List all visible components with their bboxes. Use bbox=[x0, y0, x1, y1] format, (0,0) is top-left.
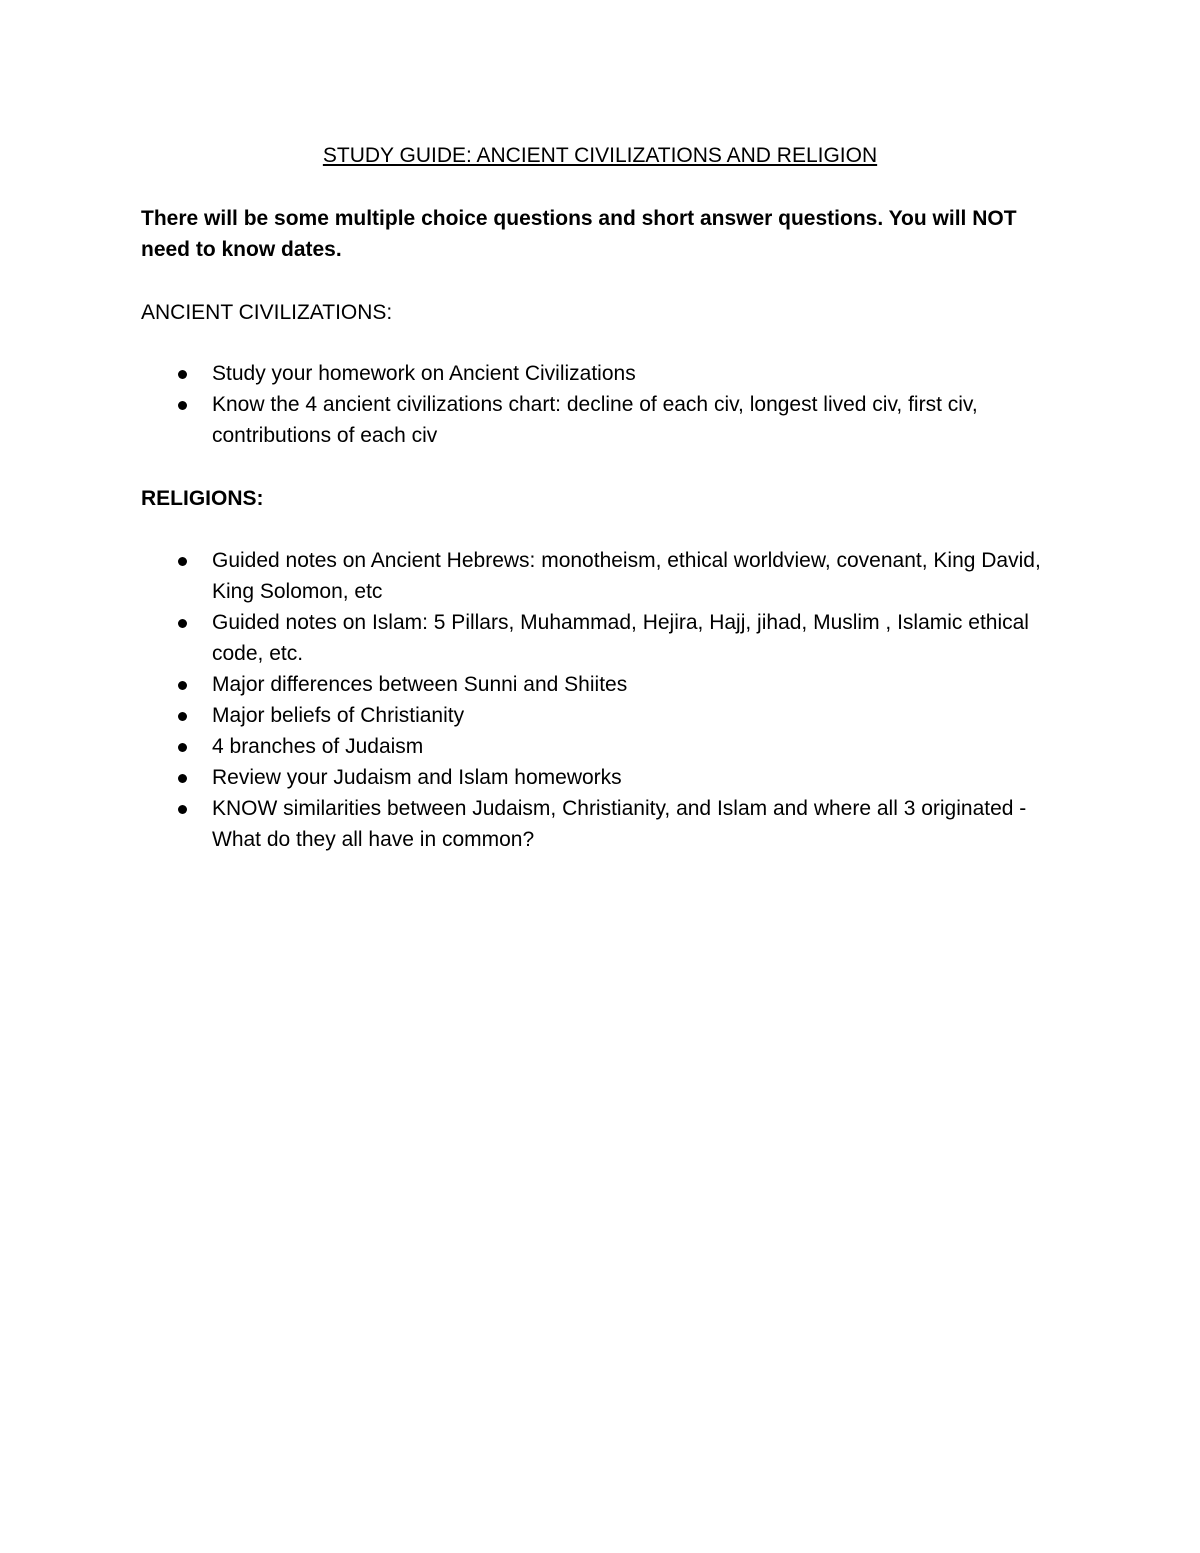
list-item-text: KNOW similarities between Judaism, Christianity, and Islam and where all 3 originated - What do they all have in common? bbox=[212, 797, 1027, 851]
bullet-icon bbox=[178, 712, 187, 721]
bullet-icon bbox=[178, 401, 187, 410]
bullet-icon bbox=[178, 681, 187, 690]
list-item-text: Major beliefs of Christianity bbox=[212, 704, 465, 727]
bullet-icon bbox=[178, 557, 187, 566]
list-item bbox=[0, 389, 1052, 451]
list-item-text: Know the 4 ancient civilizations chart: decline of each civ, longest lived civ, first civ, contributions of each civ bbox=[212, 393, 978, 447]
intro-paragraph: There will be some multiple choice questions and short answer questions. You will NOT need to know dates. bbox=[141, 207, 1017, 261]
list-item bbox=[0, 762, 1052, 793]
bullet-icon bbox=[178, 619, 187, 628]
list-item-text: Guided notes on Islam: 5 Pillars, Muhammad, Hejira, Hajj, jihad, Muslim , Islamic ethical code, etc. bbox=[212, 611, 1029, 665]
list-item bbox=[0, 669, 1052, 700]
bullet-icon bbox=[178, 805, 187, 814]
list-item-text: Guided notes on Ancient Hebrews: monotheism, ethical worldview, covenant, King David, King Solomon, etc bbox=[212, 549, 1041, 603]
list-item-text: Review your Judaism and Islam homeworks bbox=[212, 766, 622, 789]
list-item bbox=[0, 700, 1052, 731]
bullet-icon bbox=[178, 774, 187, 783]
list-item-text: Study your homework on Ancient Civilizations bbox=[212, 362, 636, 385]
religions-list bbox=[0, 545, 1060, 855]
bullet-icon bbox=[178, 743, 187, 752]
ancient-civilizations-list bbox=[0, 358, 1060, 451]
section-heading-ancient-civilizations: ANCIENT CIVILIZATIONS: bbox=[141, 301, 393, 324]
list-item bbox=[0, 731, 1052, 762]
list-item bbox=[0, 607, 1052, 669]
bullet-icon bbox=[178, 370, 187, 379]
page-title: STUDY GUIDE: ANCIENT CIVILIZATIONS AND RELIGION bbox=[322, 144, 878, 167]
list-item bbox=[0, 793, 1052, 855]
list-item bbox=[0, 358, 1052, 389]
list-item bbox=[0, 545, 1052, 607]
list-item-text: 4 branches of Judaism bbox=[212, 735, 424, 758]
list-item-text: Major differences between Sunni and Shiites bbox=[212, 673, 628, 696]
section-heading-religions: RELIGIONS: bbox=[141, 487, 264, 510]
